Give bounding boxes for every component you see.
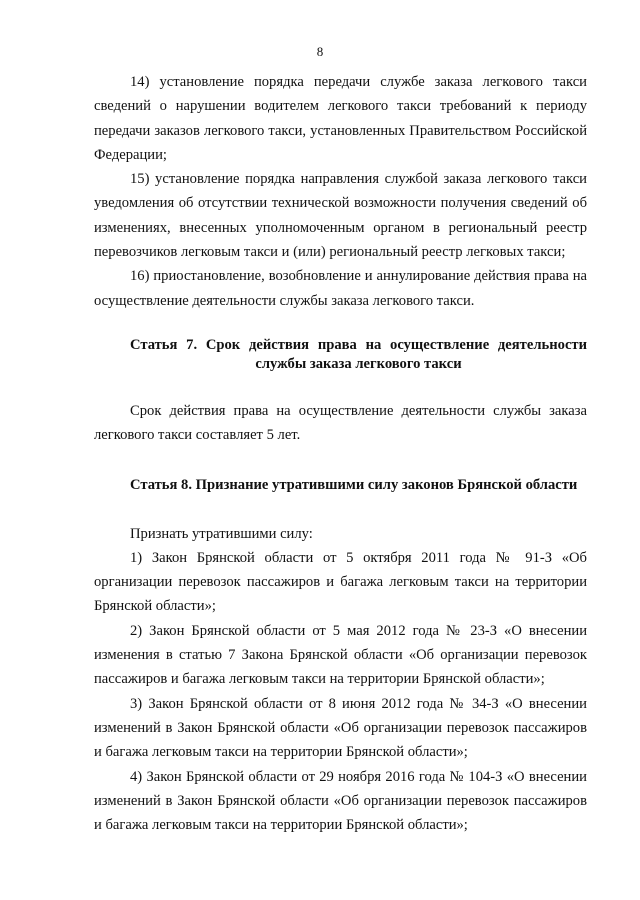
repealed-law-4: 4) Закон Брянской области от 29 ноября 2016 года № 104-З «О внесении изменений в Закон Брянской области «Об организации перевозок пассажиров и багажа легковым такси на территории Брянской области»;	[94, 768, 587, 834]
article-7-heading	[94, 336, 587, 374]
article-7-body: Срок действия права на осуществление деятельности службы заказа легкового такси составляет 5 лет.	[94, 402, 587, 444]
page-content	[94, 70, 587, 837]
article-7-heading-line2: службы заказа легкового такси	[255, 355, 462, 372]
repealed-law-2: 2) Закон Брянской области от 5 мая 2012 года № 23-З «О внесении изменения в статью 7 Закона Брянской области «Об организации перевозок пассажиров и багажа легковым такси на территории Брянской области»;	[94, 622, 587, 688]
list-item-14: 14) установление порядка передачи службе заказа легкового такси сведений о нарушении водителем легкового такси требований к периоду передачи заказов легкового такси, установленных Правительством Российской Федерации;	[94, 74, 587, 163]
article-8-heading: Статья 8. Признание утратившими силу законов Брянской области	[130, 476, 578, 493]
list-item-16: 16) приостановление, возобновление и аннулирование действия права на осуществление деятельности службы заказа легкового такси.	[94, 268, 587, 309]
article-8-intro: Признать утратившими силу:	[130, 525, 313, 542]
page-number: 8	[316, 44, 324, 59]
list-item-15: 15) установление порядка направления службой заказа легкового такси уведомления об отсутствии технической возможности получения сведений об изменениях, внесенных уполномоченным органом в региональный реестр перевозчиков легковым такси и (или) региональный реестр легковых такси;	[94, 171, 587, 261]
article-7-heading-line1: Статья 7. Срок действия права на осуществление деятельности	[130, 336, 587, 353]
repealed-law-3: 3) Закон Брянской области от 8 июня 2012 года № 34-З «О внесении изменений в Закон Брянской области «Об организации перевозок пассажиров и багажа легковым такси на территории Брянской области»;	[94, 695, 587, 761]
repealed-law-1: 1) Закон Брянской области от 5 октября 2011 года № 91-З «Об организации перевозок пассажиров и багажа легковым такси на территории Брянской области»;	[94, 549, 587, 615]
